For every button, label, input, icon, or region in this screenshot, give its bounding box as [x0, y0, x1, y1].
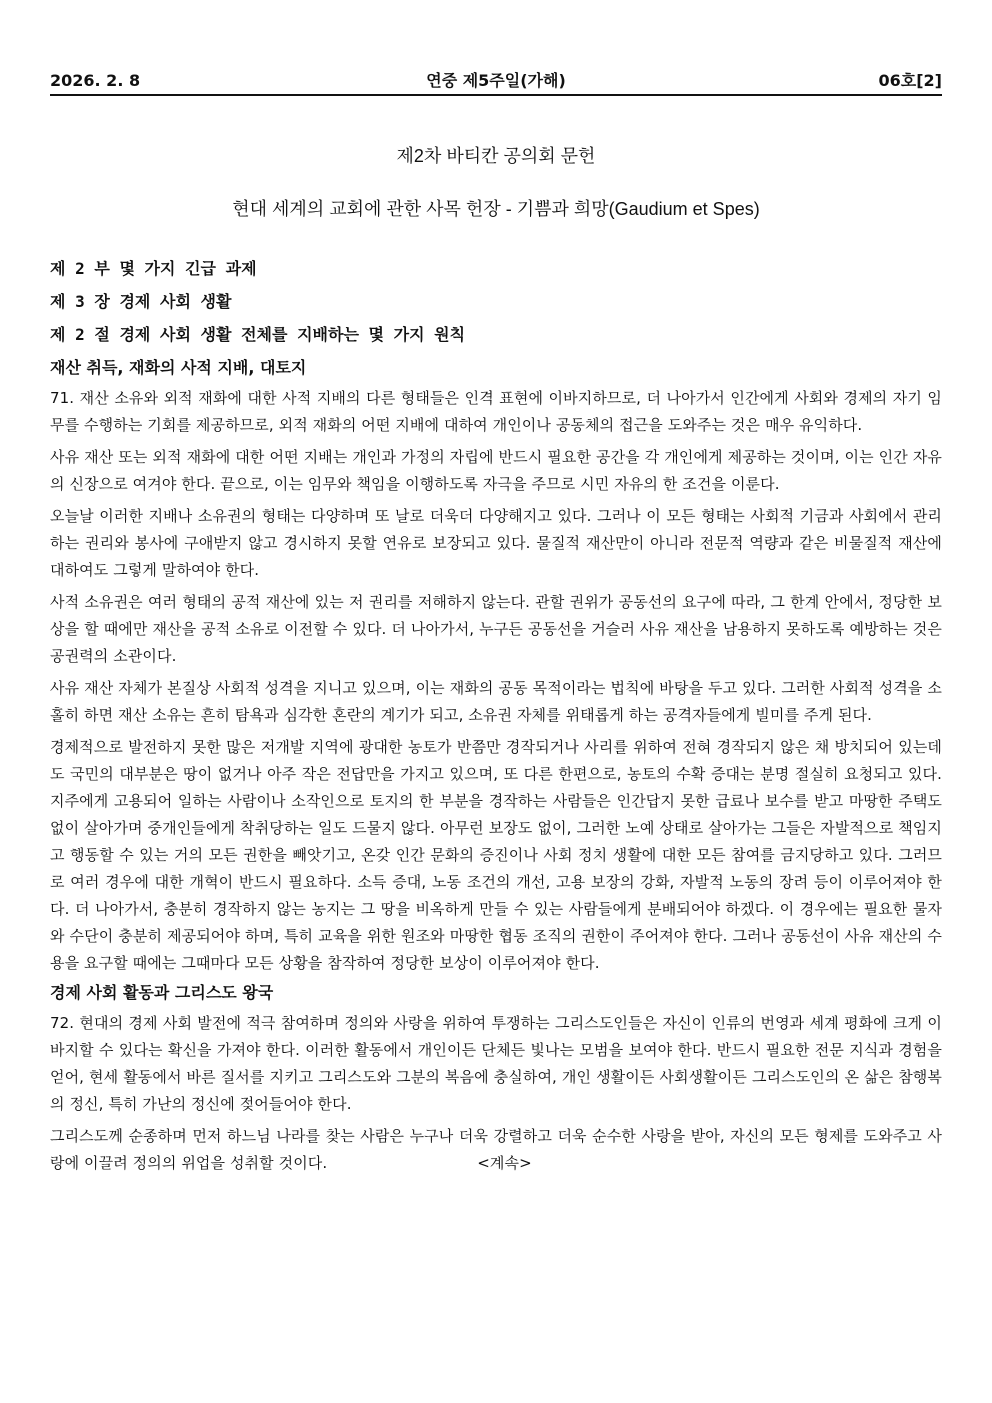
paragraph: 사적 소유권은 여러 형태의 공적 재산에 있는 저 권리를 저해하지 않는다. 관할 권위가 공동선의 요구에 따라, 그 한계 안에서, 정당한 보상을 할 때에만 재산을 공적 소유로 이전할 수 있다. 더 나아가서, 누구든 공동선을 거슬러 사유 재산을 남용하지 못하도록 예방하는 것은 공권력의 소관이다.	[50, 593, 942, 665]
subheading-71: 재산 취득, 재화의 사적 지배, 대토지	[50, 358, 307, 377]
part-heading: 제 2 부 몇 가지 긴급 과제	[50, 259, 257, 278]
document-subtitle: 현대 세계의 교회에 관한 사목 헌장 - 기쁨과 희망(Gaudium et Spes)	[232, 199, 760, 219]
paragraph: 사유 재산 또는 외적 재화에 대한 어떤 지배는 개인과 가정의 자립에 반드시 필요한 공간을 각 개인에게 제공하는 것이며, 이는 인간 자유의 신장으로 여겨야 한다. 끝으로, 이는 임무와 책임을 이행하도록 자극을 주므로 시민 자유의 한 조건을 이룬다.	[50, 448, 943, 493]
paragraph: 오늘날 이러한 지배나 소유권의 형태는 다양하며 또 날로 더욱더 다양해지고 있다. 그러나 이 모든 형태는 사회적 기금과 사회에서 관리하는 권리와 봉사에 구애받지 않고 경시하지 못할 연유로 보장되고 있다. 물질적 재산만이 아니라 전문적 역량과 같은 비물질적 재산에 대하여도 그렇게 말하여야 한다.	[50, 507, 942, 579]
paragraph-final	[50, 1123, 942, 1177]
section-heading: 제 2 절 경제 사회 생활 전체를 지배하는 몇 가지 원칙	[50, 325, 466, 344]
header-date: 2026. 2. 8	[50, 71, 141, 90]
page-header	[50, 70, 942, 96]
document-title: 제2차 바티칸 공의회 문헌	[396, 146, 596, 166]
header-issue-number: 06호[2]	[878, 71, 942, 90]
paragraph: 71. 재산 소유와 외적 재화에 대한 사적 지배의 다른 형태들은 인격 표현에 이바지하므로, 더 나아가서 인간에게 사회와 경제의 자기 임무를 수행하는 기회를 제공하므로, 외적 재화의 어떤 지배에 대하여 개인이나 공동체의 접근을 도와주는 것은 매우 유익하다.	[50, 389, 942, 434]
document-body	[50, 258, 942, 1179]
chapter-heading: 제 3 장 경제 사회 생활	[50, 292, 232, 311]
paragraph: 사유 재산 자체가 본질상 사회적 성격을 지니고 있으며, 이는 재화의 공동 목적이라는 법칙에 바탕을 두고 있다. 그러한 사회적 성격을 소홀히 하면 재산 소유는 흔히 탐욕과 심각한 혼란의 계기가 되고, 소유권 자체를 위태롭게 하는 공격자들에게 빌미를 주게 된다.	[50, 679, 943, 724]
paragraph: 경제적으로 발전하지 못한 많은 저개발 지역에 광대한 농토가 반쯤만 경작되거나 사리를 위하여 전혀 경작되지 않은 채 방치되어 있는데도 국민의 대부분은 땅이 없거나 아주 작은 전답만을 가지고 있으며, 또 다른 한편으로, 농토의 수확 증대는 분명 절실히 요청되고 있다. 지주에게 고용되어 일하는 사람이나 소작인으로 토지의 한 부분을 경작하는 사람들은 인간답지 못한 급료나 보수를 받고 마땅한 주택도 없이 살아가며 중개인들에게 착취당하는 일도 드물지 않다. 아무런 보장도 없이, 그러한 노예 상태로 살아가는 그들은 자발적으로 책임지고 행동할 수 있는 거의 모든 권한을 빼앗기고, 온갖 인간 문화의 증진이나 사회 정치 생활에 대한 모든 참여를 금지당하고 있다. 그러므로 여러 경우에 대한 개혁이 반드시 필요하다. 소득 증대, 노동 조건의 개선, 고용 보장의 강화, 자발적 노동의 장려 등이 이루어져야 한다. 더 나아가서, 충분히 경작하지 않는 농지는 그 땅을 비옥하게 만들 수 있는 사람들에게 분배되어야 하겠다. 이 경우에는 필요한 물자와 수단이 충분히 제공되어야 하며, 특히 교육을 위한 원조와 마땅한 협동 조직의 권한이 주어져야 한다. 그러나 공동선이 사유 재산의 수용을 요구할 때에는 그때마다 모든 상황을 참작하여 정당한 보상이 이루어져야 한다.	[50, 738, 943, 972]
continued-marker: <계속>	[477, 1154, 532, 1172]
subheading-72: 경제 사회 활동과 그리스도 왕국	[50, 983, 274, 1002]
paragraph-final-text: 그리스도께 순종하며 먼저 하느님 나라를 찾는 사람은 누구나 더욱 강렬하고 더욱 순수한 사랑을 받아, 자신의 모든 형제를 도와주고 사랑에 이끌려 정의의 위업을 성취할 것이다.	[50, 1127, 942, 1172]
header-liturgical-week: 연중 제5주일(가해)	[426, 71, 566, 90]
paragraph: 72. 현대의 경제 사회 발전에 적극 참여하며 정의와 사랑을 위하여 투쟁하는 그리스도인들은 자신이 인류의 번영과 세계 평화에 크게 이바지할 수 있다는 확신을 가져야 한다. 이러한 활동에서 개인이든 단체든 빛나는 모범을 보여야 한다. 반드시 필요한 전문 지식과 경험을 얻어, 현세 활동에서 바른 질서를 지키고 그리스도와 그분의 복음에 충실하여, 개인 생활이든 사회생활이든 그리스도인의 온 삶은 참행복의 정신, 특히 가난의 정신에 젖어들어야 한다.	[50, 1014, 942, 1113]
